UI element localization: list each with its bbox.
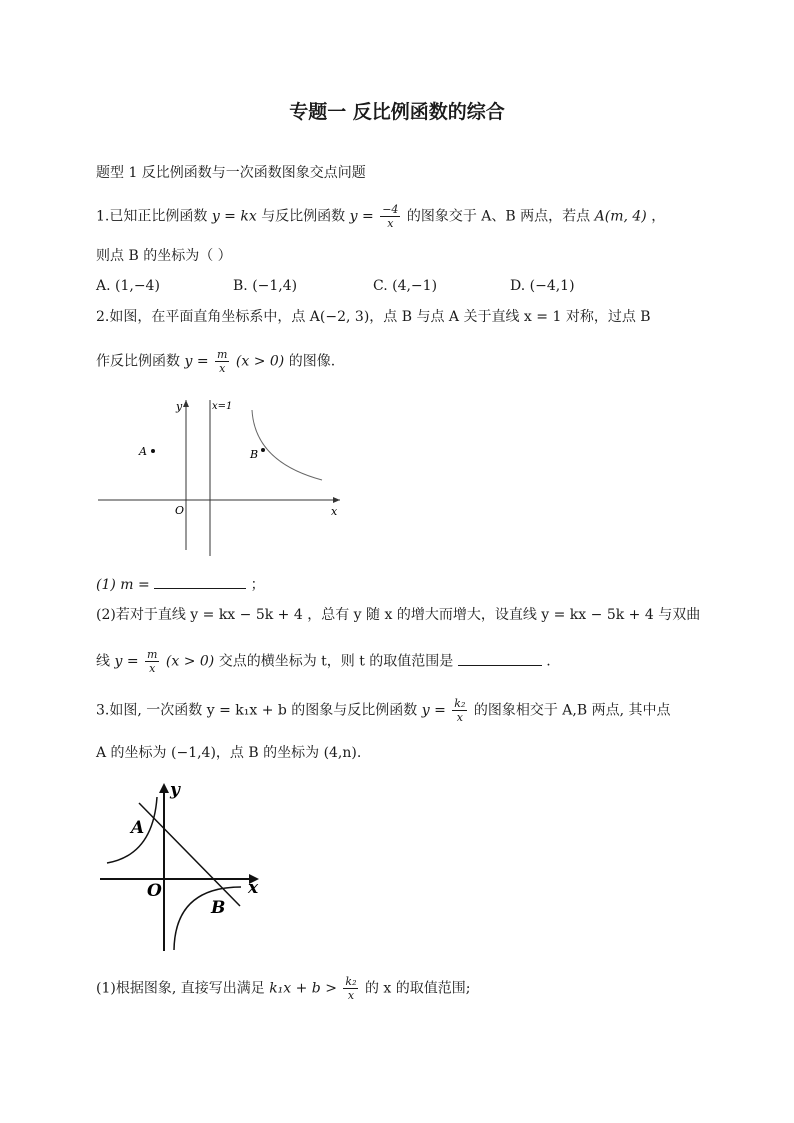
q2-frac-den: x [219,362,226,375]
q1-line1 [96,203,665,230]
q3-y-label: y [170,780,180,800]
q3-a-label: A [131,818,145,838]
q1-line2: 则点 B 的坐标为（ ） [96,248,232,264]
q3-line1-tail: 的图象相交于 A,B 两点, 其中点 [473,702,671,719]
q2-a-label: A [139,445,147,458]
q3-sub1-frac-num: k₂ [345,975,357,988]
q2-fraction [215,348,229,375]
q2-x-label: x [331,505,338,518]
q2-cond: (x > 0) [235,353,285,370]
q2-line2 [96,348,335,375]
q2-sub2-blank [458,665,542,666]
q3-fraction [452,697,467,724]
q1-lead: 1.已知正比例函数 [96,208,208,225]
q2-point-a [151,449,155,453]
q1-ylhs: y = [349,208,374,225]
q3-y-arrow-icon [159,783,169,793]
q2-sub2-line2 [96,648,551,675]
q3-line2: A 的坐标为 (−1,4)，点 B 的坐标为 (4,n). [96,745,362,761]
q2-ylhs: y = [184,353,209,370]
q2-sub1-blank [154,588,246,589]
q1-comma: ， [651,208,666,225]
q2-sub2-line1: (2)若对于直线 y = kx − 5k + 4 ，总有 y 随 x 的增大而增大，设直线 y = kx − 5k + 4 与双曲 [96,607,701,623]
page-title: 专题一 反比例函数的综合 [289,101,505,123]
q2-figure [90,392,350,562]
section-heading: 题型 1 反比例函数与一次函数图象交点问题 [96,165,366,181]
q3-figure [95,775,270,957]
q2-b-label: B [250,448,259,461]
q3-line1 [96,697,670,724]
q1-option-c: C. (4,−1) [373,278,438,294]
q3-sub1-fraction [343,975,358,1002]
q2-sub2-lead: 线 [96,653,110,670]
q2-sub2-cond: (x > 0) [165,653,215,670]
q3-ylhs: y = [421,702,446,719]
q3-o-label: O [147,881,162,901]
q3-line1-lead: 3.如图, 一次函数 y = k₁x + b 的图象与反比例函数 [96,702,418,719]
q2-sub2-fraction [145,648,159,675]
q2-sub2-frac-den: x [149,662,156,675]
q1-option-a: A. (1,−4) [96,278,160,294]
q2-line2-tail: 的图像. [288,353,336,370]
q2-point-b [261,448,265,452]
q3-x-label: x [248,878,259,898]
q1-frac-den: x [387,217,394,230]
q2-x-arrow-icon [333,497,340,503]
q3-frac-num: k₂ [454,697,466,710]
q1-frac-num: −4 [382,203,399,216]
q2-hyperbola [252,410,322,480]
q1-option-b: B. (−1,4) [233,278,298,294]
q2-line1: 2.如图，在平面直角坐标系中，点 A(−2, 3)，点 B 与点 A 关于直线 x = 1 对称，过点 B [96,309,651,325]
q3-sub1-expr: k₁x + b > [269,980,337,997]
q2-o-label: O [175,504,185,517]
q2-y-arrow-icon [183,400,189,407]
q1-option-d: D. (−4,1) [510,278,575,294]
q2-sub2-ylhs: y = [114,653,139,670]
q2-sub1-label: (1) m = [96,577,150,593]
q2-sub1 [96,575,265,595]
q2-line-label: x=1 [212,401,233,412]
q3-sub1-frac-den: x [347,989,355,1002]
q2-sub1-end: ； [250,577,265,593]
q2-sub2-end: . [546,653,551,670]
q1-tail: 的图象交于 A、B 两点，若点 [406,208,591,225]
q3-frac-den: x [456,711,463,724]
q1-mid: 与反比例函数 [261,208,346,225]
q2-line2-lead: 作反比例函数 [96,353,180,370]
q3-sub1-lead: (1)根据图象, 直接写出满足 [96,980,265,997]
q3-sub1 [96,975,470,1002]
q3-sub1-tail: 的 x 的取值范围; [364,980,471,997]
q2-frac-num: m [217,348,228,361]
q1-expr1: y = kx [211,208,257,225]
q2-y-label: y [176,400,183,413]
q1-fraction [380,203,400,230]
q3-b-label: B [211,898,226,918]
q1-pointA: A(m, 4) [594,208,647,225]
q2-sub2-tail: 交点的横坐标为 t，则 t 的取值范围是 [218,653,454,670]
q2-sub2-frac-num: m [147,648,158,661]
